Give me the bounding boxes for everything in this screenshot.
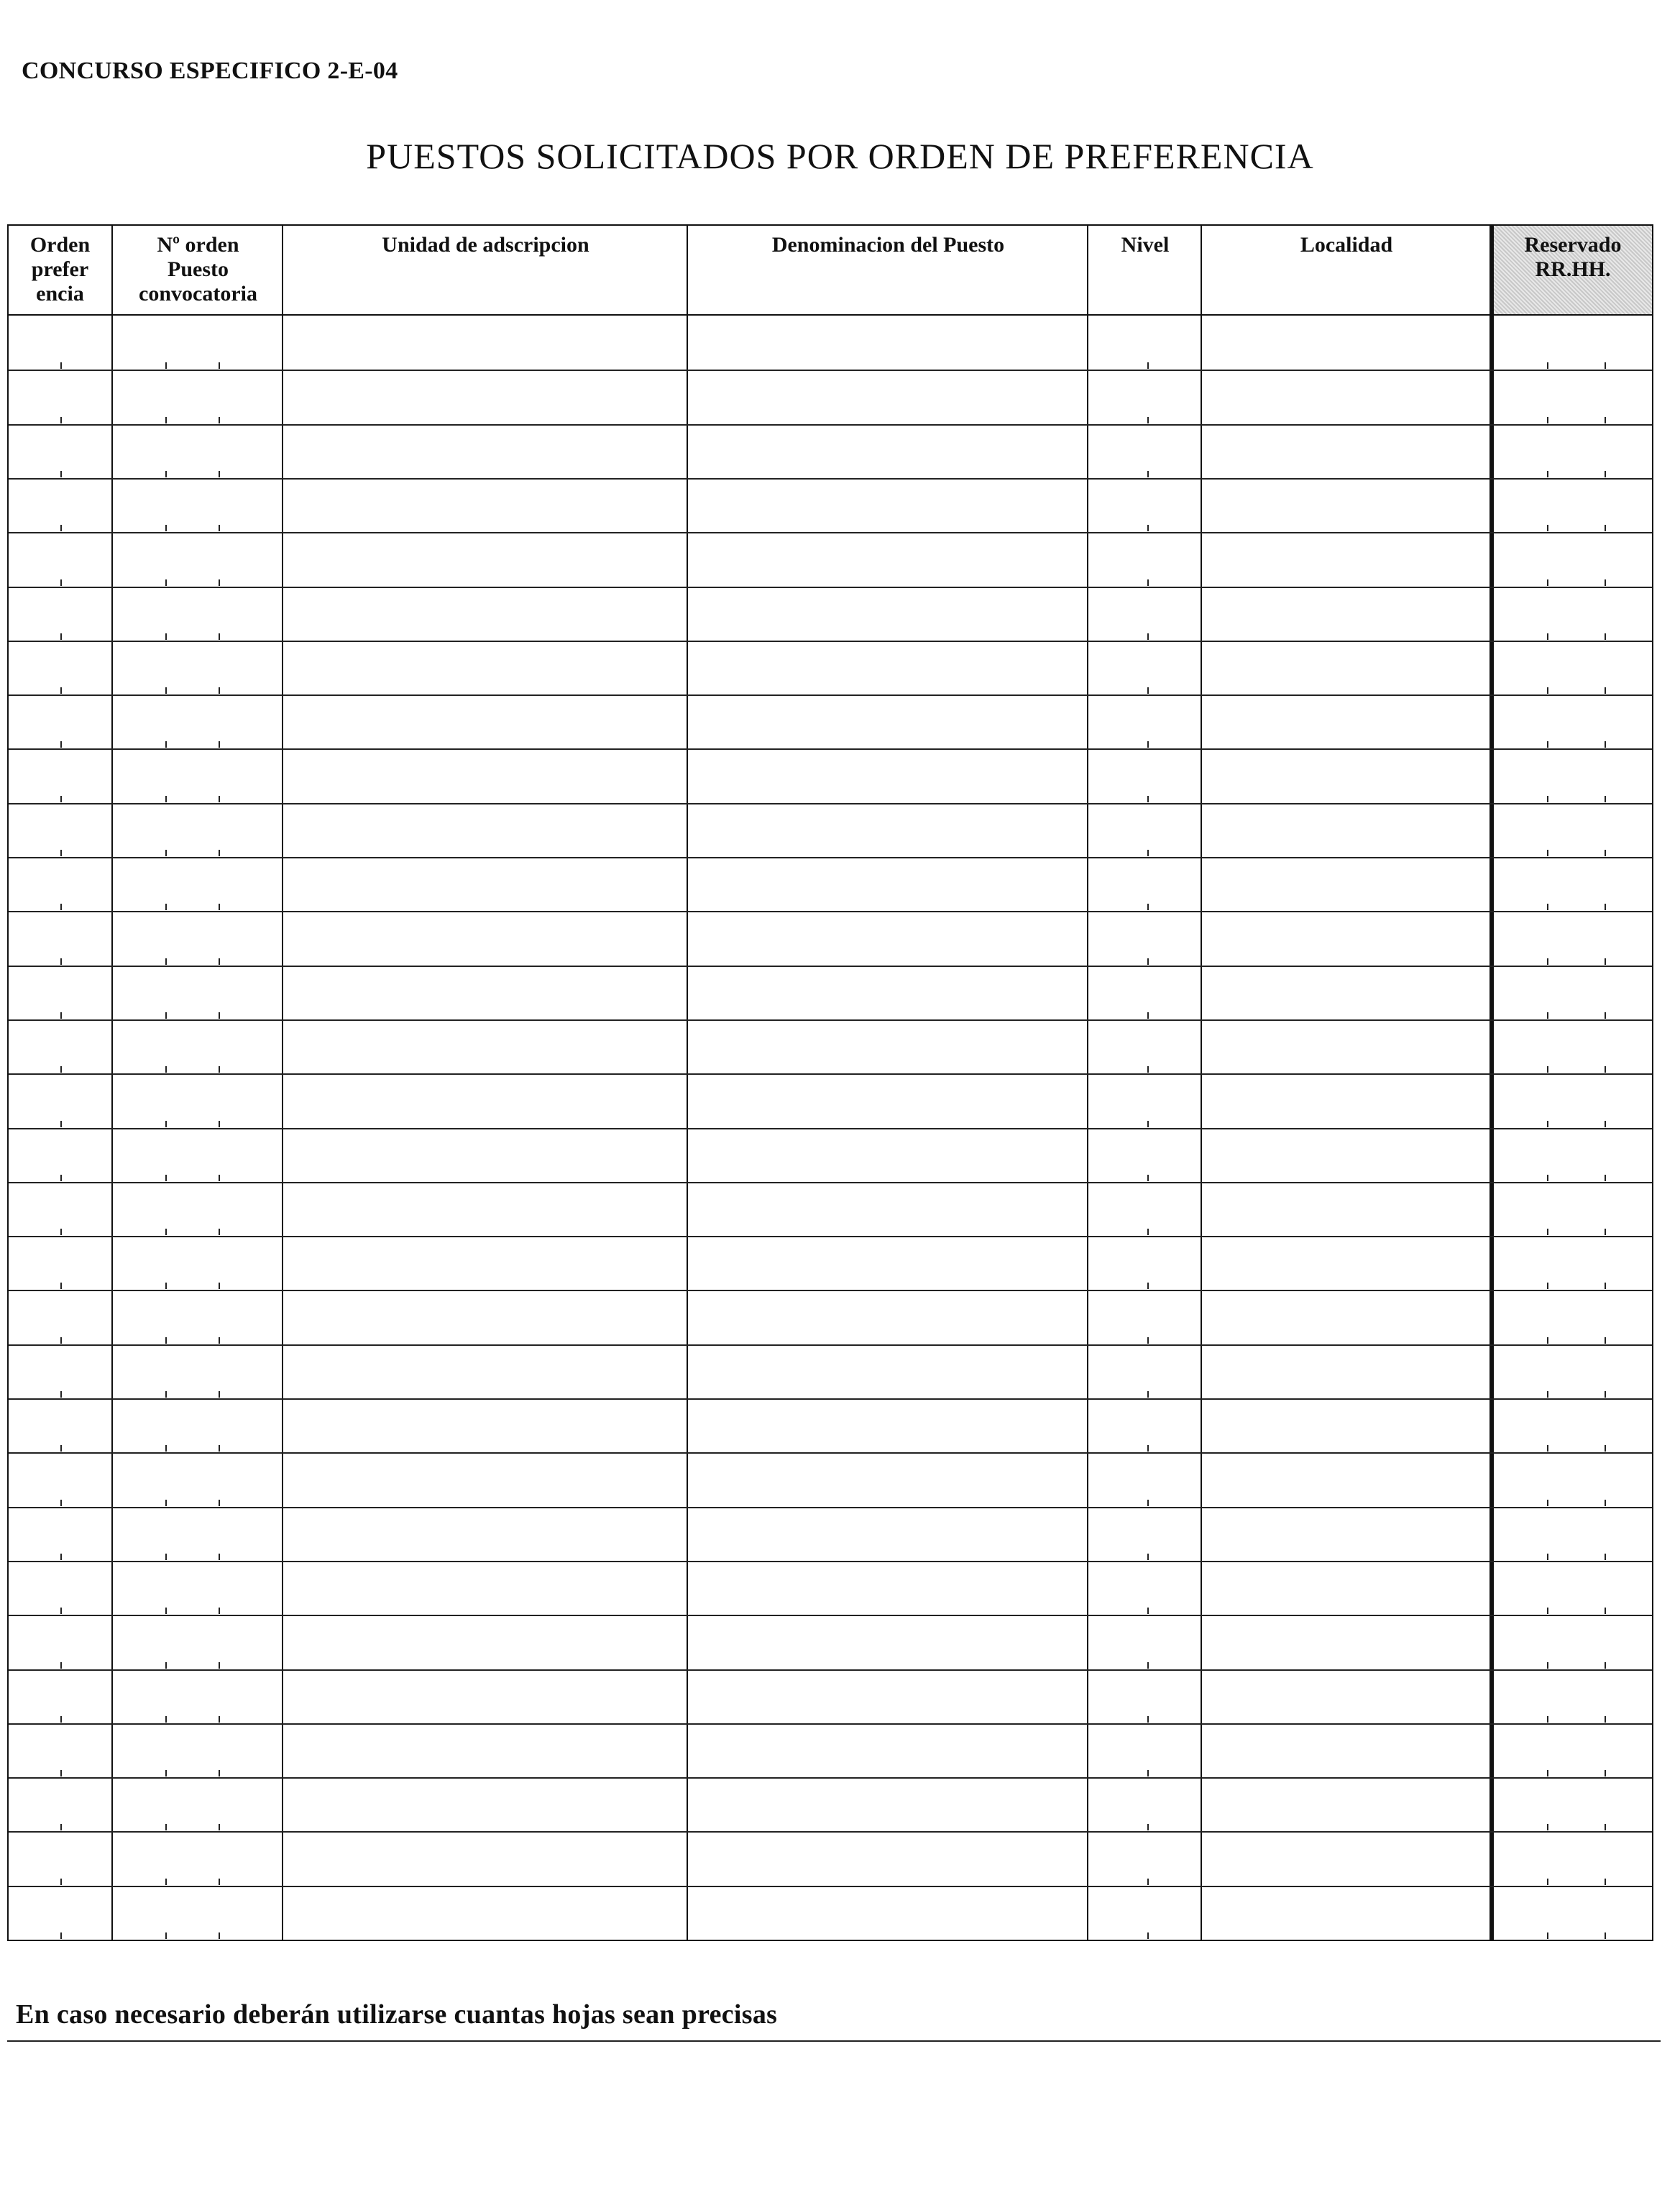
header-unidad xyxy=(283,226,688,316)
table-row-divider xyxy=(9,694,1652,696)
digit-tick-mark xyxy=(1547,687,1548,694)
header-numero-line-1: Nº orden xyxy=(157,233,239,257)
table-row-divider xyxy=(9,587,1652,588)
digit-tick-mark xyxy=(219,687,220,694)
digit-tick-mark xyxy=(1147,1879,1149,1885)
digit-tick-mark xyxy=(60,633,62,640)
table-row-divider xyxy=(9,1452,1652,1454)
digit-tick-mark xyxy=(60,362,62,369)
digit-tick-mark xyxy=(60,796,62,802)
digit-tick-mark xyxy=(219,1608,220,1614)
digit-tick-mark xyxy=(1147,1445,1149,1452)
digit-tick-mark xyxy=(1547,1879,1548,1885)
digit-tick-mark xyxy=(1605,1770,1606,1776)
digit-tick-mark xyxy=(1605,1500,1606,1506)
digit-tick-mark xyxy=(1605,1391,1606,1398)
table-row-divider xyxy=(9,1777,1652,1779)
digit-tick-mark xyxy=(1147,1121,1149,1127)
digit-tick-mark xyxy=(1547,1824,1548,1830)
digit-tick-mark xyxy=(1147,958,1149,965)
header-reservado xyxy=(1494,226,1652,316)
digit-tick-mark xyxy=(1147,741,1149,748)
table-row-divider xyxy=(9,1561,1652,1562)
table-row-divider xyxy=(9,1507,1652,1508)
digit-tick-mark xyxy=(60,1879,62,1885)
digit-tick-mark xyxy=(165,579,167,586)
digit-tick-mark xyxy=(1605,1824,1606,1830)
digit-tick-mark xyxy=(165,1283,167,1289)
digit-tick-mark xyxy=(165,958,167,965)
digit-tick-mark xyxy=(1547,1500,1548,1506)
digit-tick-mark xyxy=(1147,1066,1149,1073)
digit-tick-mark xyxy=(1547,579,1548,586)
digit-tick-mark xyxy=(219,796,220,802)
digit-tick-mark xyxy=(1605,1932,1606,1939)
digit-tick-mark xyxy=(60,958,62,965)
digit-tick-mark xyxy=(1147,904,1149,910)
digit-tick-mark xyxy=(60,1175,62,1181)
digit-tick-mark xyxy=(60,1554,62,1560)
digit-tick-mark xyxy=(1147,1770,1149,1776)
digit-tick-mark xyxy=(1147,1175,1149,1181)
digit-tick-mark xyxy=(165,1012,167,1019)
digit-tick-mark xyxy=(60,1932,62,1939)
digit-tick-mark xyxy=(1547,1391,1548,1398)
digit-tick-mark xyxy=(165,1337,167,1344)
table-row-divider xyxy=(9,748,1652,750)
digit-tick-mark xyxy=(60,1445,62,1452)
header-localidad xyxy=(1202,226,1491,316)
digit-tick-mark xyxy=(219,1554,220,1560)
table-row-divider xyxy=(9,1831,1652,1833)
digit-tick-mark xyxy=(1147,687,1149,694)
digit-tick-mark xyxy=(219,850,220,856)
column-nivel xyxy=(1087,226,1202,1940)
table-row-divider xyxy=(9,1236,1652,1237)
digit-tick-mark xyxy=(1605,633,1606,640)
digit-tick-mark xyxy=(60,1337,62,1344)
digit-tick-mark xyxy=(219,1121,220,1127)
digit-tick-mark xyxy=(1547,1608,1548,1614)
digit-tick-mark xyxy=(219,1283,220,1289)
digit-tick-mark xyxy=(1547,525,1548,531)
digit-tick-mark xyxy=(165,417,167,423)
digit-tick-mark xyxy=(1147,1716,1149,1723)
header-orden-line-2: prefer xyxy=(31,257,89,281)
digit-tick-mark xyxy=(60,1824,62,1830)
table-row-divider xyxy=(9,1344,1652,1346)
digit-tick-mark xyxy=(1605,1175,1606,1181)
header-nivel-line-1: Nivel xyxy=(1121,233,1170,257)
digit-tick-mark xyxy=(1547,1932,1548,1939)
table-row-divider xyxy=(9,803,1652,804)
digit-tick-mark xyxy=(165,1879,167,1885)
table-row-divider xyxy=(9,1398,1652,1400)
digit-tick-mark xyxy=(1605,1608,1606,1614)
digit-tick-mark xyxy=(1605,1662,1606,1669)
header-denominacion-line-1: Denominacion del Puesto xyxy=(771,233,1005,257)
digit-tick-mark xyxy=(1147,633,1149,640)
digit-tick-mark xyxy=(60,1716,62,1723)
digit-tick-mark xyxy=(1147,1932,1149,1939)
digit-tick-mark xyxy=(219,362,220,369)
digit-tick-mark xyxy=(219,1066,220,1073)
digit-tick-mark xyxy=(1547,958,1548,965)
digit-tick-mark xyxy=(1547,796,1548,802)
digit-tick-mark xyxy=(219,741,220,748)
digit-tick-mark xyxy=(165,904,167,910)
table-row-divider xyxy=(9,532,1652,533)
digit-tick-mark xyxy=(219,1175,220,1181)
table-row-divider xyxy=(9,1723,1652,1725)
digit-tick-mark xyxy=(1547,741,1548,748)
table-row-divider xyxy=(9,966,1652,967)
digit-tick-mark xyxy=(165,1932,167,1939)
table-row-divider xyxy=(9,857,1652,858)
digit-tick-mark xyxy=(165,1554,167,1560)
header-numero xyxy=(113,226,283,316)
digit-tick-mark xyxy=(1605,1066,1606,1073)
digit-tick-mark xyxy=(60,850,62,856)
digit-tick-mark xyxy=(1605,1012,1606,1019)
digit-tick-mark xyxy=(219,417,220,423)
digit-tick-mark xyxy=(1147,1337,1149,1344)
digit-tick-mark xyxy=(219,579,220,586)
digit-tick-mark xyxy=(1605,958,1606,965)
digit-tick-mark xyxy=(1605,687,1606,694)
header-localidad-line-1: Localidad xyxy=(1300,233,1393,257)
digit-tick-mark xyxy=(165,1121,167,1127)
digit-tick-mark xyxy=(60,1229,62,1235)
digit-tick-mark xyxy=(219,1012,220,1019)
digit-tick-mark xyxy=(219,958,220,965)
digit-tick-mark xyxy=(165,1175,167,1181)
digit-tick-mark xyxy=(165,1391,167,1398)
digit-tick-mark xyxy=(60,1391,62,1398)
digit-tick-mark xyxy=(1547,1716,1548,1723)
digit-tick-mark xyxy=(1147,1824,1149,1830)
digit-tick-mark xyxy=(1605,417,1606,423)
digit-tick-mark xyxy=(1605,525,1606,531)
digit-tick-mark xyxy=(1147,850,1149,856)
digit-tick-mark xyxy=(1547,633,1548,640)
digit-tick-mark xyxy=(60,1012,62,1019)
footer-rule xyxy=(7,2040,1661,2042)
digit-tick-mark xyxy=(165,741,167,748)
digit-tick-mark xyxy=(219,633,220,640)
table-row-divider xyxy=(9,1886,1652,1887)
digit-tick-mark xyxy=(165,525,167,531)
digit-tick-mark xyxy=(1547,1283,1548,1289)
digit-tick-mark xyxy=(219,1445,220,1452)
digit-tick-mark xyxy=(1605,904,1606,910)
column-numero xyxy=(111,226,283,1940)
digit-tick-mark xyxy=(165,1500,167,1506)
digit-tick-mark xyxy=(165,362,167,369)
digit-tick-mark xyxy=(1147,1012,1149,1019)
digit-tick-mark xyxy=(1547,904,1548,910)
digit-tick-mark xyxy=(60,579,62,586)
digit-tick-mark xyxy=(165,1445,167,1452)
digit-tick-mark xyxy=(60,741,62,748)
digit-tick-mark xyxy=(219,1824,220,1830)
digit-tick-mark xyxy=(165,687,167,694)
digit-tick-mark xyxy=(1547,850,1548,856)
digit-tick-mark xyxy=(219,1932,220,1939)
header-numero-line-3: convocatoria xyxy=(139,282,257,306)
header-unidad-line-1: Unidad de adscripcion xyxy=(382,233,589,257)
header-orden-line-1: Orden xyxy=(29,233,91,257)
digit-tick-mark xyxy=(60,1662,62,1669)
header-reservado-line-1: Reservado xyxy=(1524,233,1622,257)
document-code: CONCURSO ESPECIFICO 2-E-04 xyxy=(22,58,398,84)
header-orden xyxy=(9,226,111,316)
digit-tick-mark xyxy=(219,1229,220,1235)
column-denominacion xyxy=(687,226,1088,1940)
digit-tick-mark xyxy=(1147,1608,1149,1614)
digit-tick-mark xyxy=(1547,1175,1548,1181)
digit-tick-mark xyxy=(1605,1554,1606,1560)
digit-tick-mark xyxy=(60,1608,62,1614)
digit-tick-mark xyxy=(219,1337,220,1344)
preference-table xyxy=(7,224,1653,1941)
table-row-divider xyxy=(9,911,1652,912)
table-row-divider xyxy=(9,1128,1652,1129)
digit-tick-mark xyxy=(60,1066,62,1073)
digit-tick-mark xyxy=(219,1770,220,1776)
digit-tick-mark xyxy=(1147,471,1149,477)
column-orden xyxy=(9,226,111,1940)
digit-tick-mark xyxy=(219,1662,220,1669)
table-row-divider xyxy=(9,1182,1652,1183)
table-row-divider xyxy=(9,478,1652,480)
digit-tick-mark xyxy=(1147,417,1149,423)
digit-tick-mark xyxy=(1147,362,1149,369)
digit-tick-mark xyxy=(219,1500,220,1506)
digit-tick-mark xyxy=(60,1500,62,1506)
digit-tick-mark xyxy=(219,471,220,477)
digit-tick-mark xyxy=(1547,1554,1548,1560)
digit-tick-mark xyxy=(1547,1121,1548,1127)
digit-tick-mark xyxy=(1147,1229,1149,1235)
digit-tick-mark xyxy=(1605,579,1606,586)
digit-tick-mark xyxy=(165,471,167,477)
digit-tick-mark xyxy=(1605,1337,1606,1344)
digit-tick-mark xyxy=(1547,417,1548,423)
digit-tick-mark xyxy=(165,850,167,856)
digit-tick-mark xyxy=(1147,579,1149,586)
header-nivel xyxy=(1088,226,1202,316)
digit-tick-mark xyxy=(60,1283,62,1289)
digit-tick-mark xyxy=(1147,1554,1149,1560)
digit-tick-mark xyxy=(1547,1445,1548,1452)
digit-tick-mark xyxy=(165,1066,167,1073)
digit-tick-mark xyxy=(60,417,62,423)
column-reservado xyxy=(1489,226,1652,1940)
digit-tick-mark xyxy=(219,1391,220,1398)
table-row-divider xyxy=(9,424,1652,426)
digit-tick-mark xyxy=(1605,796,1606,802)
digit-tick-mark xyxy=(60,1770,62,1776)
digit-tick-mark xyxy=(1605,741,1606,748)
digit-tick-mark xyxy=(1605,1283,1606,1289)
digit-tick-mark xyxy=(1605,362,1606,369)
column-unidad xyxy=(282,226,688,1940)
digit-tick-mark xyxy=(165,1824,167,1830)
digit-tick-mark xyxy=(1605,1716,1606,1723)
digit-tick-mark xyxy=(60,687,62,694)
digit-tick-mark xyxy=(1547,362,1548,369)
digit-tick-mark xyxy=(1547,1012,1548,1019)
digit-tick-mark xyxy=(1147,1283,1149,1289)
table-row-divider xyxy=(9,370,1652,371)
digit-tick-mark xyxy=(1605,1445,1606,1452)
digit-tick-mark xyxy=(165,1662,167,1669)
digit-tick-mark xyxy=(165,1608,167,1614)
digit-tick-mark xyxy=(1147,796,1149,802)
digit-tick-mark xyxy=(219,525,220,531)
digit-tick-mark xyxy=(1605,1121,1606,1127)
digit-tick-mark xyxy=(165,633,167,640)
digit-tick-mark xyxy=(165,1770,167,1776)
digit-tick-mark xyxy=(1547,1229,1548,1235)
digit-tick-mark xyxy=(60,904,62,910)
table-row-divider xyxy=(9,1290,1652,1291)
digit-tick-mark xyxy=(60,471,62,477)
document-title: PUESTOS SOLICITADOS POR ORDEN DE PREFERENCIA xyxy=(366,136,1314,176)
footer-note: En caso necesario deberán utilizarse cuantas hojas sean precisas xyxy=(16,1999,778,2030)
table-row-divider xyxy=(9,1019,1652,1021)
digit-tick-mark xyxy=(1547,1770,1548,1776)
digit-tick-mark xyxy=(219,904,220,910)
digit-tick-mark xyxy=(165,1229,167,1235)
digit-tick-mark xyxy=(1605,471,1606,477)
digit-tick-mark xyxy=(165,796,167,802)
header-denominacion xyxy=(688,226,1088,316)
header-numero-line-2: Puesto xyxy=(167,257,229,281)
digit-tick-mark xyxy=(1147,1500,1149,1506)
digit-tick-mark xyxy=(1547,471,1548,477)
header-orden-line-3: encia xyxy=(36,282,84,306)
digit-tick-mark xyxy=(1547,1662,1548,1669)
digit-tick-mark xyxy=(165,1716,167,1723)
digit-tick-mark xyxy=(219,1716,220,1723)
digit-tick-mark xyxy=(1547,1066,1548,1073)
table-row-divider xyxy=(9,1669,1652,1671)
digit-tick-mark xyxy=(1605,1879,1606,1885)
column-localidad xyxy=(1201,226,1491,1940)
digit-tick-mark xyxy=(1547,1337,1548,1344)
header-reservado-line-2: RR.HH. xyxy=(1535,257,1611,281)
table-row-divider xyxy=(9,1615,1652,1616)
digit-tick-mark xyxy=(1147,525,1149,531)
digit-tick-mark xyxy=(1147,1391,1149,1398)
table-row-divider xyxy=(9,641,1652,642)
digit-tick-mark xyxy=(60,1121,62,1127)
digit-tick-mark xyxy=(60,525,62,531)
digit-tick-mark xyxy=(1605,1229,1606,1235)
digit-tick-mark xyxy=(1147,1662,1149,1669)
table-row-divider xyxy=(9,1073,1652,1075)
digit-tick-mark xyxy=(219,1879,220,1885)
digit-tick-mark xyxy=(1605,850,1606,856)
